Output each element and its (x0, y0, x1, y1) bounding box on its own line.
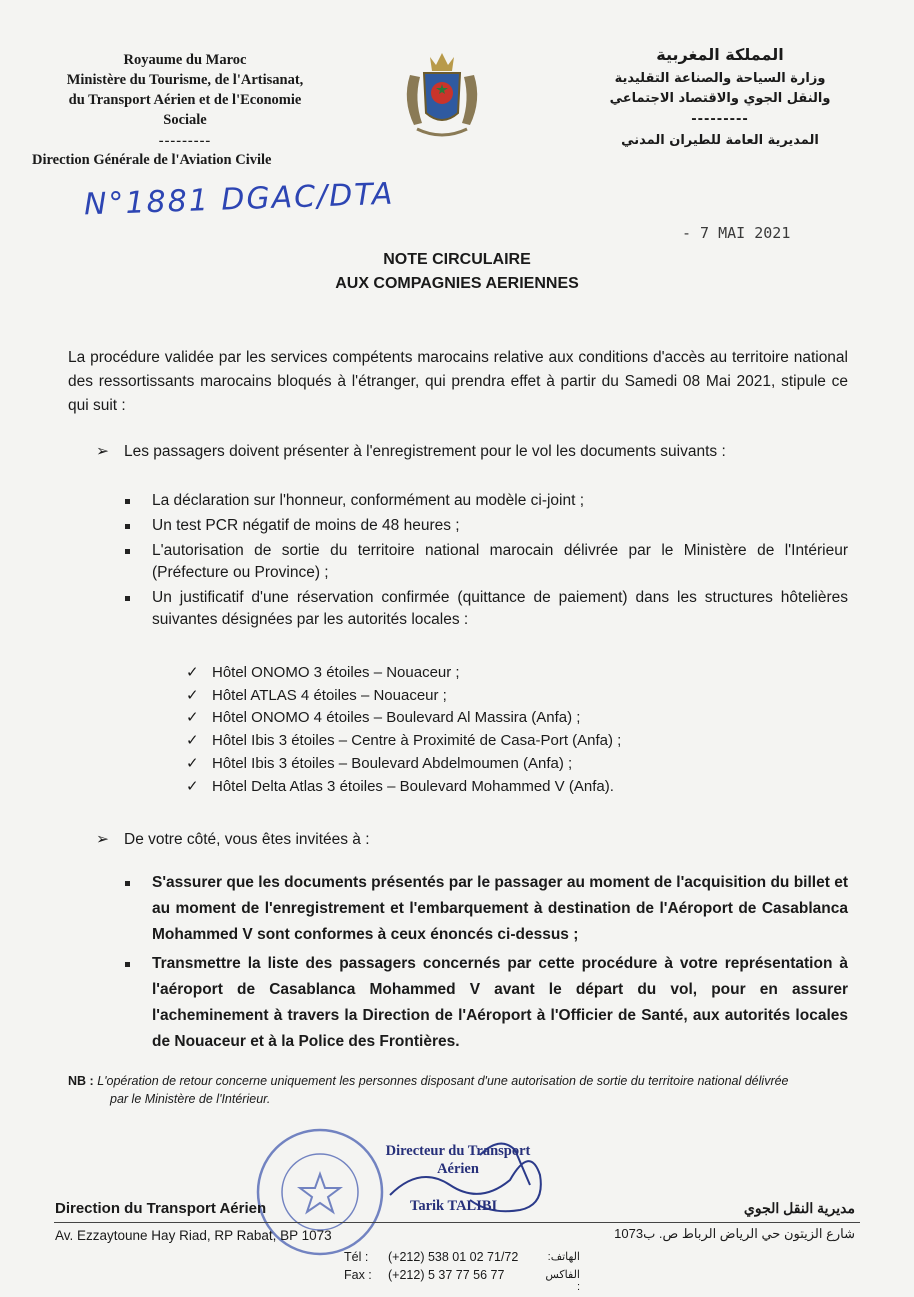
instructions-list (122, 870, 848, 1058)
list-item: ✓ Hôtel ONOMO 4 étoiles – Boulevard Al Massira (Anfa) ; (186, 707, 621, 730)
list-item: L'autorisation de sortie du territoire national marocain délivrée par le Ministère de l'Intérieur (Préfecture ou Province) ; (122, 540, 848, 584)
section1-heading (96, 442, 726, 461)
header-dashes-fr: --------- (158, 133, 212, 149)
header-left (30, 50, 340, 170)
checkmark-icon: ✓ (186, 686, 199, 704)
footer-address: Av. Ezzaytoune Hay Riad, RP Rabat, BP 1073 (55, 1228, 332, 1243)
list-item: S'assurer que les documents présentés par le passager au moment de l'acquisition du billet et au moment de l'enregistrement et l'embarquement à destination de l'Aéroport de Casablanca Mohammed V sont conformes à ceux énoncés ci-dessus ; (122, 870, 848, 948)
signatory-title: Directeur du Transport Aérien (385, 1143, 531, 1177)
list-item: Un justificatif d'une réservation confirmée (quittance de paiement) dans les structures hôtelières suivantes désignées par les autorités locales : (122, 587, 848, 631)
moroccan-coat-of-arms-icon (392, 45, 492, 145)
list-item: ✓ Hôtel ONOMO 3 étoiles – Nouaceur ; (186, 662, 621, 685)
arrow-bullet-icon: ➢ (96, 443, 109, 460)
header-right (600, 45, 840, 151)
title-line-1: NOTE CIRCULAIRE (383, 251, 531, 268)
square-bullet-icon (125, 962, 130, 967)
header-kingdom-fr: Royaume du Maroc (123, 52, 247, 68)
footer-department: Direction du Transport Aérien (55, 1200, 267, 1217)
arrow-bullet-icon: ➢ (96, 831, 109, 848)
square-bullet-icon (125, 596, 130, 601)
square-bullet-icon (125, 881, 130, 886)
title-line-2: AUX COMPAGNIES AERIENNES (335, 275, 579, 292)
header-ministry-fr-1: Ministère du Tourisme, de l'Artisanat, (66, 72, 304, 88)
section2-heading-text: De votre côté, vous êtes invitées à : (124, 831, 370, 848)
header-dgac-ar: المديرية العامة للطيران المدني (621, 133, 819, 148)
header-kingdom-ar: المملكة المغربية (656, 45, 784, 64)
header-ministry-ar-1: وزارة السياحة والصناعة التقليدية (614, 71, 826, 86)
nb-text-1: L'opération de retour concerne uniquement les personnes disposant d'une autorisation de sortie du territoire national délivrée (97, 1074, 789, 1088)
footer-fax: Fax : (+212) 5 37 77 56 77 الفاكس : (344, 1268, 580, 1293)
square-bullet-icon (125, 499, 130, 504)
header-dashes-ar: --------- (691, 112, 749, 127)
list-item: ✓ Hôtel Ibis 3 étoiles – Centre à Proximité de Casa-Port (Anfa) ; (186, 730, 621, 753)
nb-note (68, 1072, 848, 1108)
checkmark-icon: ✓ (186, 754, 199, 772)
checkmark-icon: ✓ (186, 732, 199, 750)
document-title (200, 248, 714, 296)
checkmark-icon: ✓ (186, 777, 199, 795)
handwritten-reference: N°1881 DGAC/DTA (83, 176, 395, 223)
list-item: ✓ Hôtel Ibis 3 étoiles – Boulevard Abdelmoumen (Anfa) ; (186, 753, 621, 776)
nb-label: NB : (68, 1074, 94, 1088)
square-bullet-icon (125, 524, 130, 529)
header-dgac-fr: Direction Générale de l'Aviation Civile (32, 152, 272, 168)
signatory-name: Tarik TALIBI (410, 1198, 498, 1214)
footer-department-ar: مديرية النقل الجوي (743, 1200, 855, 1216)
documents-list (122, 490, 848, 634)
footer-divider (54, 1222, 860, 1223)
intro-paragraph: La procédure validée par les services compétents marocains relative aux conditions d'accès au territoire national des ressortissants marocains bloqués à l'étranger, qui prendra effet à partir du Samedi 08 Mai 2021, stipule ce qui suit : (68, 349, 848, 414)
date-stamp: - 7 MAI 2021 (682, 224, 791, 242)
nb-text-2: par le Ministère de l'Intérieur. (110, 1092, 271, 1106)
list-item: ✓ Hôtel ATLAS 4 étoiles – Nouaceur ; (186, 685, 621, 708)
square-bullet-icon (125, 549, 130, 554)
list-item: ✓ Hôtel Delta Atlas 3 étoiles – Boulevard Mohammed V (Anfa). (186, 776, 621, 799)
header-ministry-ar-2: والنقل الجوي والاقتصاد الاجتماعي (609, 91, 831, 106)
footer-address-ar: شارع الزيتون حي الرياض الرباط ص. ب1073 (614, 1226, 855, 1241)
section2-heading (96, 830, 370, 849)
hotels-list (186, 662, 621, 798)
footer-phone: Tél : (+212) 538 01 02 71/72 الهاتف: (344, 1250, 580, 1264)
section1-heading-text: Les passagers doivent présenter à l'enregistrement pour le vol les documents suivants : (124, 443, 726, 460)
list-item: Un test PCR négatif de moins de 48 heures ; (122, 515, 848, 537)
list-item: Transmettre la liste des passagers concernés par cette procédure à votre représentation à l'aéroport de Casablanca Mohammed V avant le départ du vol, pour en assurer l'acheminement à travers la Direction de l'Aéroport à l'Officier de Santé, aux autorités locales de Nouaceur et à la Police des Frontières. (122, 951, 848, 1055)
checkmark-icon: ✓ (186, 709, 199, 727)
header-ministry-fr-2: du Transport Aérien et de l'Economie (68, 92, 302, 108)
list-item: La déclaration sur l'honneur, conformément au modèle ci-joint ; (122, 490, 848, 512)
checkmark-icon: ✓ (186, 664, 199, 681)
header-ministry-fr-3: Sociale (163, 112, 207, 128)
